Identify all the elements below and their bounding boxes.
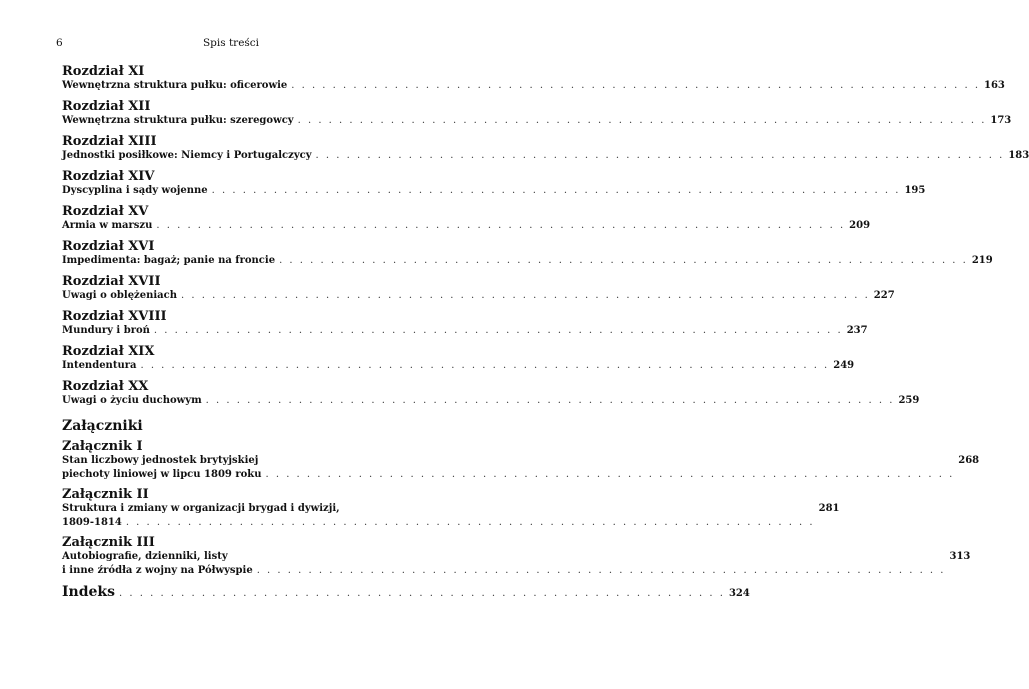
- leader-dots: . . . . . . . . . . . . . . . . . . . . . . . . . . . . . . . . . . . . . . . . . . . . . . . . . . . . . . . . . . . . . . . . . . .: [211, 185, 901, 196]
- chapter-heading: Rozdział XV: [62, 204, 149, 219]
- chapter-page: 259: [898, 395, 920, 406]
- appendix-heading: Załącznik I: [62, 439, 143, 454]
- appendices-title: Załączniki: [62, 418, 143, 434]
- chapter-page: 173: [990, 115, 1012, 126]
- chapter-title: Wewnętrzna struktura pułku: szeregowcy: [62, 115, 294, 126]
- chapter-heading: Rozdział XI: [62, 64, 145, 79]
- appendix-title-line: [62, 516, 819, 530]
- chapter-title-row: [62, 149, 1029, 163]
- chapter-title: Jednostki posiłkowe: Niemcy i Portugalczycy: [62, 150, 312, 161]
- leader-dots: . . . . . . . . . . . . . . . . . . . . . . . . . . . . . . . . . . . . . . . . . . . . . . . . . . . . . . . . . . . . . . . . . . .: [279, 255, 968, 266]
- chapter-entry: [62, 204, 871, 233]
- leader-dots: . . . . . . . . . . . . . . . . . . . . . . . . . . . . . . . . . . . . . . . . . . . . . . . . . . . . . . . . . . . . . . . . . . .: [205, 395, 895, 406]
- chapter-entry: [62, 239, 993, 268]
- appendix-title-line: [62, 468, 958, 482]
- chapter-heading: Rozdział XIX: [62, 344, 155, 359]
- chapter-entry: [62, 379, 920, 408]
- chapter-title-row: [62, 394, 920, 408]
- table-of-contents: [62, 64, 1029, 601]
- chapter-title: Dyscyplina i sądy wojenne: [62, 185, 208, 196]
- appendix-line-text: Autobiografie, dzienniki, listy: [62, 551, 228, 562]
- chapter-title: Armia w marszu: [62, 220, 153, 231]
- chapter-heading: Rozdział XIV: [62, 169, 155, 184]
- appendix-line-text: Struktura i zmiany w organizacji brygad i dywizji,: [62, 503, 340, 514]
- chapter-title-row: [62, 289, 895, 303]
- leader-dots: . . . . . . . . . . . . . . . . . . . . . . . . . . . . . . . . . . . . . . . . . . . . . . . . . . . . . . . . . . . . . . . . . . .: [315, 150, 1005, 161]
- chapter-heading: Rozdział XVII: [62, 274, 161, 289]
- page-number: 6: [56, 37, 63, 49]
- chapter-title: Mundury i broń: [62, 325, 150, 336]
- chapter-page: 183: [1008, 150, 1029, 161]
- appendix-list: [62, 439, 980, 578]
- chapter-title: Wewnętrzna struktura pułku: oficerowie: [62, 80, 288, 91]
- chapter-title-row: [62, 324, 868, 338]
- chapter-entry: [62, 274, 895, 303]
- leader-dots: . . . . . . . . . . . . . . . . . . . . . . . . . . . . . . . . . . . . . . . . . . . . . . . . . . . . . . . . . . . . . . . . . . .: [265, 469, 955, 480]
- chapter-page: 227: [873, 290, 895, 301]
- appendix-page: 268: [958, 455, 980, 466]
- chapter-list: [62, 64, 1029, 408]
- leader-dots: . . . . . . . . . . . . . . . . . . . . . . . . . . . . . . . . . . . . . . . . . . . . . . . . . . . . . . . . . . . . . . . . . . .: [125, 517, 815, 528]
- chapter-entry: [62, 134, 1029, 163]
- leader-dots: . . . . . . . . . . . . . . . . . . . . . . . . . . . . . . . . . . . . . . . . . . . . . . . . . . . . . . . . . . . . . . . . . . .: [297, 115, 987, 126]
- running-header: [56, 37, 406, 51]
- appendix-page: 281: [818, 503, 840, 514]
- chapter-entry: [62, 169, 926, 198]
- appendix-title-line: [62, 502, 819, 516]
- chapter-page: 195: [904, 185, 926, 196]
- appendix-heading: Załącznik II: [62, 487, 149, 502]
- chapter-heading: Rozdział XII: [62, 99, 151, 114]
- running-title: Spis treści: [202, 37, 260, 49]
- chapter-heading: Rozdział XVI: [62, 239, 155, 254]
- chapter-page: 209: [849, 220, 871, 231]
- leader-dots: . . . . . . . . . . . . . . . . . . . . . . . . . . . . . . . . . . . . . . . . . . . . . . . . . . . . . . . . . . . . . . . . . . .: [156, 220, 846, 231]
- appendix-entry: [62, 487, 840, 530]
- leader-dots: . . . . . . . . . . . . . . . . . . . . . . . . . . . . . . . . . . . . . . . . . . . . . . . . . . . . . . . . . . .: [119, 588, 725, 599]
- chapter-entry: [62, 99, 1012, 128]
- chapter-page: 219: [971, 255, 993, 266]
- appendix-title: [62, 502, 819, 530]
- appendix-title: [62, 454, 958, 482]
- chapter-title-row: [62, 114, 1012, 128]
- chapter-title-row: [62, 184, 926, 198]
- chapter-title-row: [62, 359, 855, 373]
- chapter-title-row: [62, 254, 993, 268]
- leader-dots: . . . . . . . . . . . . . . . . . . . . . . . . . . . . . . . . . . . . . . . . . . . . . . . . . . . . . . . . . . . . . . . . . . .: [153, 325, 843, 336]
- chapter-page: 237: [846, 325, 868, 336]
- leader-dots: . . . . . . . . . . . . . . . . . . . . . . . . . . . . . . . . . . . . . . . . . . . . . . . . . . . . . . . . . . . . . . . . . . .: [291, 80, 981, 91]
- appendix-entry: [62, 535, 971, 578]
- chapter-title-row: [62, 79, 1005, 93]
- appendix-page: 313: [949, 551, 971, 562]
- appendix-title-row: [62, 502, 840, 530]
- appendix-title: [62, 550, 949, 578]
- chapter-heading: Rozdział XIII: [62, 134, 157, 149]
- chapter-entry: [62, 344, 855, 373]
- appendix-line-text: 1809-1814: [62, 517, 122, 528]
- appendix-heading: Załącznik III: [62, 535, 155, 550]
- chapter-entry: [62, 64, 1005, 93]
- leader-dots: . . . . . . . . . . . . . . . . . . . . . . . . . . . . . . . . . . . . . . . . . . . . . . . . . . . . . . . . . . . . . . . . . . .: [140, 360, 830, 371]
- chapter-entry: [62, 309, 868, 338]
- appendix-title-row: [62, 454, 980, 482]
- index-page: 324: [728, 588, 750, 599]
- index-entry: [62, 584, 750, 601]
- appendix-entry: [62, 439, 980, 482]
- chapter-title: Impedimenta: bagaż; panie na froncie: [62, 255, 276, 266]
- appendix-line-text: piechoty liniowej w lipcu 1809 roku: [62, 469, 262, 480]
- chapter-page: 249: [833, 360, 855, 371]
- appendix-line-text: i inne źródła z wojny na Półwyspie: [62, 565, 253, 576]
- appendix-title-line: [62, 564, 949, 578]
- chapter-title: Uwagi o życiu duchowym: [62, 395, 202, 406]
- chapter-title-row: [62, 219, 871, 233]
- index-title: Indeks: [62, 584, 116, 600]
- leader-dots: . . . . . . . . . . . . . . . . . . . . . . . . . . . . . . . . . . . . . . . . . . . . . . . . . . . . . . . . . . . . . . . . . . .: [256, 565, 946, 576]
- chapter-page: 163: [984, 80, 1005, 91]
- chapter-heading: Rozdział XVIII: [62, 309, 167, 324]
- appendix-line-text: Stan liczbowy jednostek brytyjskiej: [62, 455, 259, 466]
- chapter-heading: Rozdział XX: [62, 379, 149, 394]
- appendix-title-line: [62, 454, 958, 468]
- chapter-title: Intendentura: [62, 360, 137, 371]
- appendix-title-row: [62, 550, 971, 578]
- chapter-title: Uwagi o oblężeniach: [62, 290, 178, 301]
- appendix-title-line: [62, 550, 949, 564]
- leader-dots: . . . . . . . . . . . . . . . . . . . . . . . . . . . . . . . . . . . . . . . . . . . . . . . . . . . . . . . . . . . . . . . . . . .: [181, 290, 870, 301]
